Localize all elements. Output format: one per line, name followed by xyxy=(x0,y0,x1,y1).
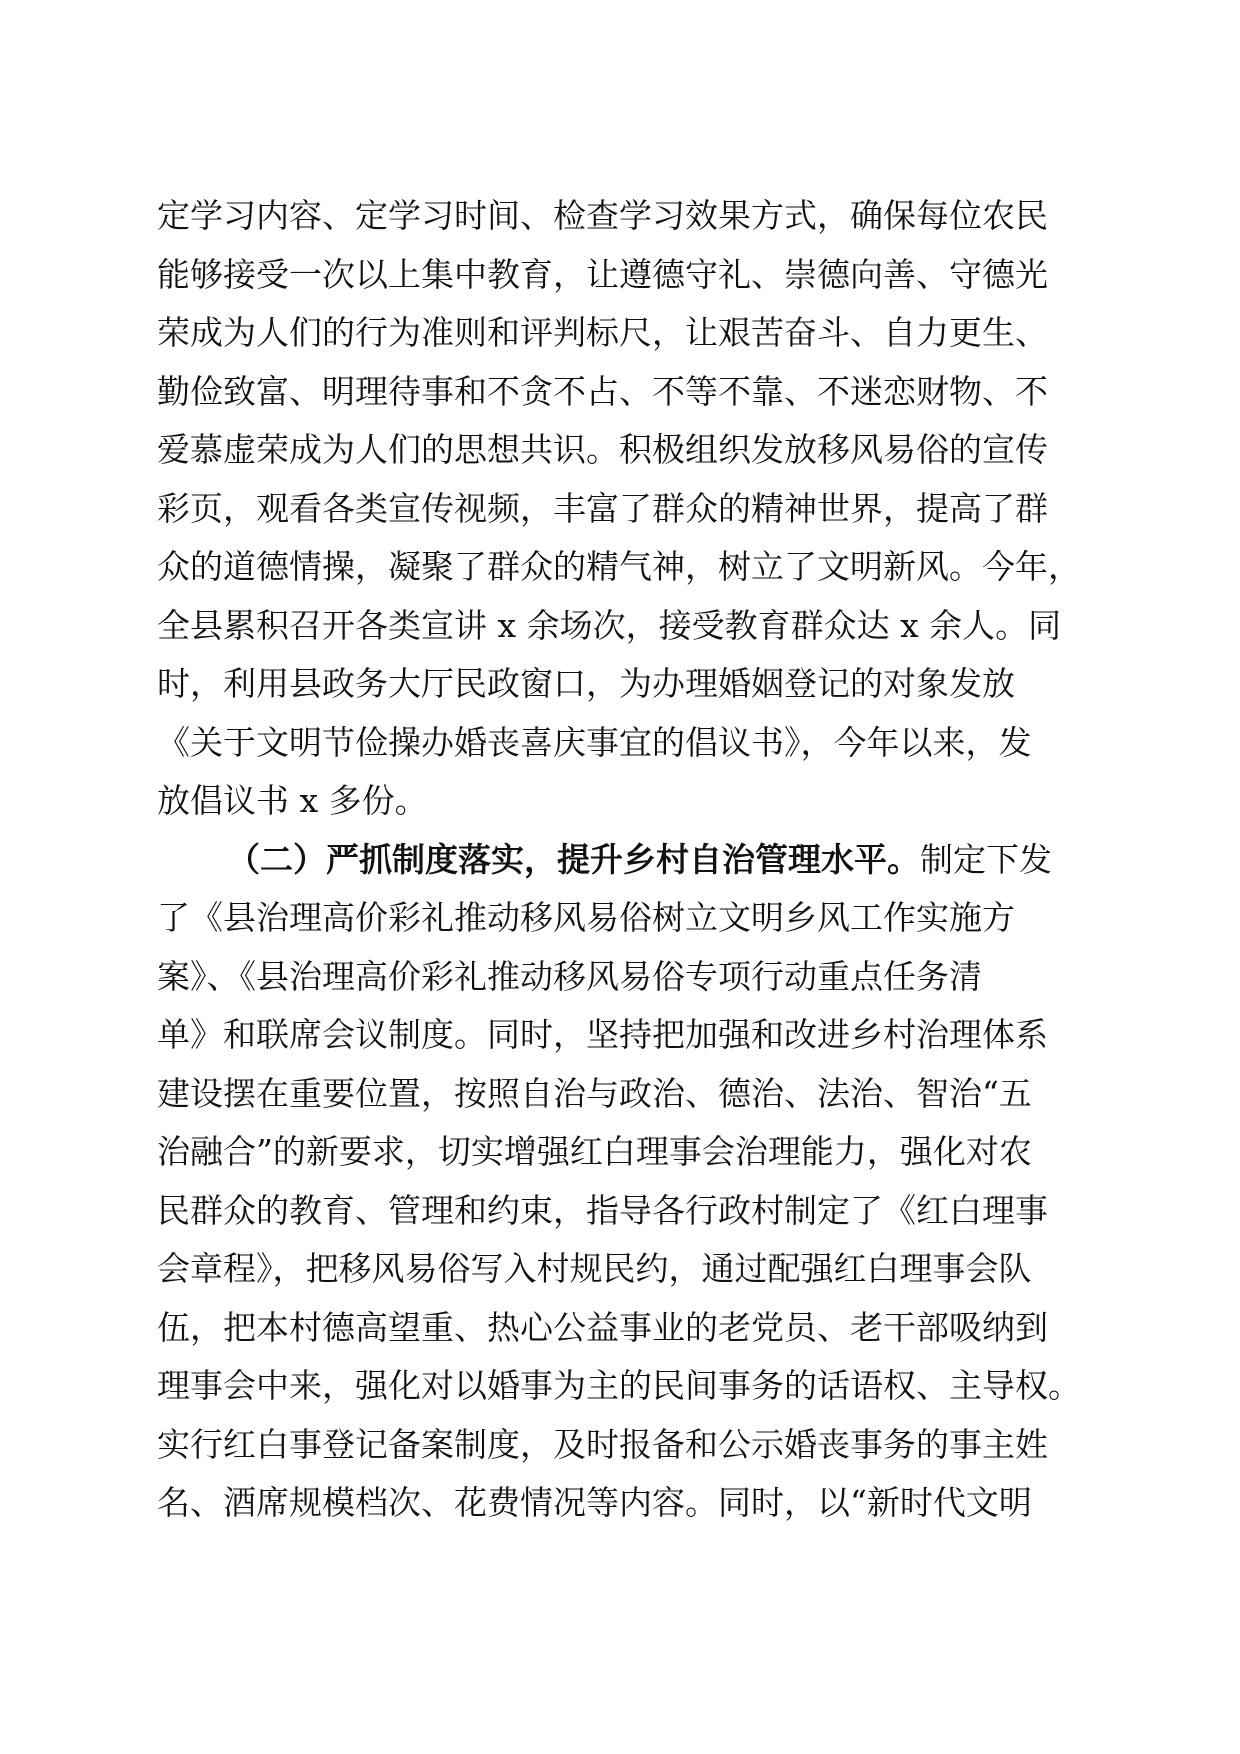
paragraph-2-line-11: 名、酒席规模档次、花费情况等内容。同时，以“新时代文明 xyxy=(157,1483,1032,1522)
paragraph-2-line-7: 会章程》，把移风易俗写入村规民约，通过配强红白理事会队 xyxy=(157,1249,1032,1288)
paragraph-2-line-6: 民群众的教育、管理和约束，指导各行政村制定了《红白理事 xyxy=(157,1191,1048,1230)
paragraph-1-line-11: 放倡议书 x 多份。 xyxy=(157,781,428,820)
paragraph-2-line-4: 建设摆在重要位置，按照自治与政治、德治、法治、智治“五 xyxy=(157,1074,1032,1113)
paragraph-2-line-8: 伍，把本村德高望重、热心公益事业的老党员、老干部吸纳到 xyxy=(157,1308,1048,1347)
paragraph-2-line-3: 单》和联席会议制度。同时，坚持把加强和改进乡村治理体系 xyxy=(157,1015,1048,1054)
paragraph-2-line-5: 治融合”的新要求，切实增强红白理事会治理能力，强化对农 xyxy=(157,1132,1032,1171)
paragraph-1-line-3: 荣成为人们的行为准则和评判标尺，让艰苦奋斗、自力更生、 xyxy=(157,313,1048,352)
paragraph-1-line-10: 《关于文明节俭操办婚丧喜庆事宜的倡议书》，今年以来，发 xyxy=(157,723,1032,762)
paragraph-1-line-7: 众的道德情操，凝聚了群众的精气神，树立了文明新风。今年， xyxy=(157,547,1081,586)
paragraph-1-line-8: 全县累积召开各类宣讲 x 余场次，接受教育群众达 x 余人。同 xyxy=(157,606,1062,645)
paragraph-1-line-4: 勤俭致富、明理待事和不贪不占、不等不靠、不迷恋财物、不 xyxy=(157,372,1048,411)
paragraph-1-line-6: 彩页，观看各类宣传视频，丰富了群众的精神世界，提高了群 xyxy=(157,489,1048,528)
section-2-first-line-rest: 制定下发 xyxy=(920,840,1052,879)
paragraph-1-line-9: 时，利用县政务大厅民政窗口，为办理婚姻登记的对象发放 xyxy=(157,664,1015,703)
section-2-heading: （二）严抓制度落实，提升乡村自治管理水平。 xyxy=(227,840,920,879)
section-2-first-line xyxy=(157,840,1052,880)
paragraph-2-line-10: 实行红白事登记备案制度，及时报备和公示婚丧事务的事主姓 xyxy=(157,1425,1048,1464)
paragraph-1-line-1: 定学习内容、定学习时间、检查学习效果方式，确保每位农民 xyxy=(157,196,1048,235)
paragraph-1-line-5: 爱慕虚荣成为人们的思想共识。积极组织发放移风易俗的宣传 xyxy=(157,430,1048,469)
paragraph-2-line-9: 理事会中来，强化对以婚事为主的民间事务的话语权、主导权。 xyxy=(157,1366,1081,1405)
paragraph-2-line-2: 案》、《县治理高价彩礼推动移风易俗专项行动重点任务清 xyxy=(157,957,982,996)
paragraph-1-line-2: 能够接受一次以上集中教育，让遵德守礼、崇德向善、守德光 xyxy=(157,255,1048,294)
paragraph-2-line-1: 了《县治理高价彩礼推动移风易俗树立文明乡风工作实施方 xyxy=(157,898,1015,937)
